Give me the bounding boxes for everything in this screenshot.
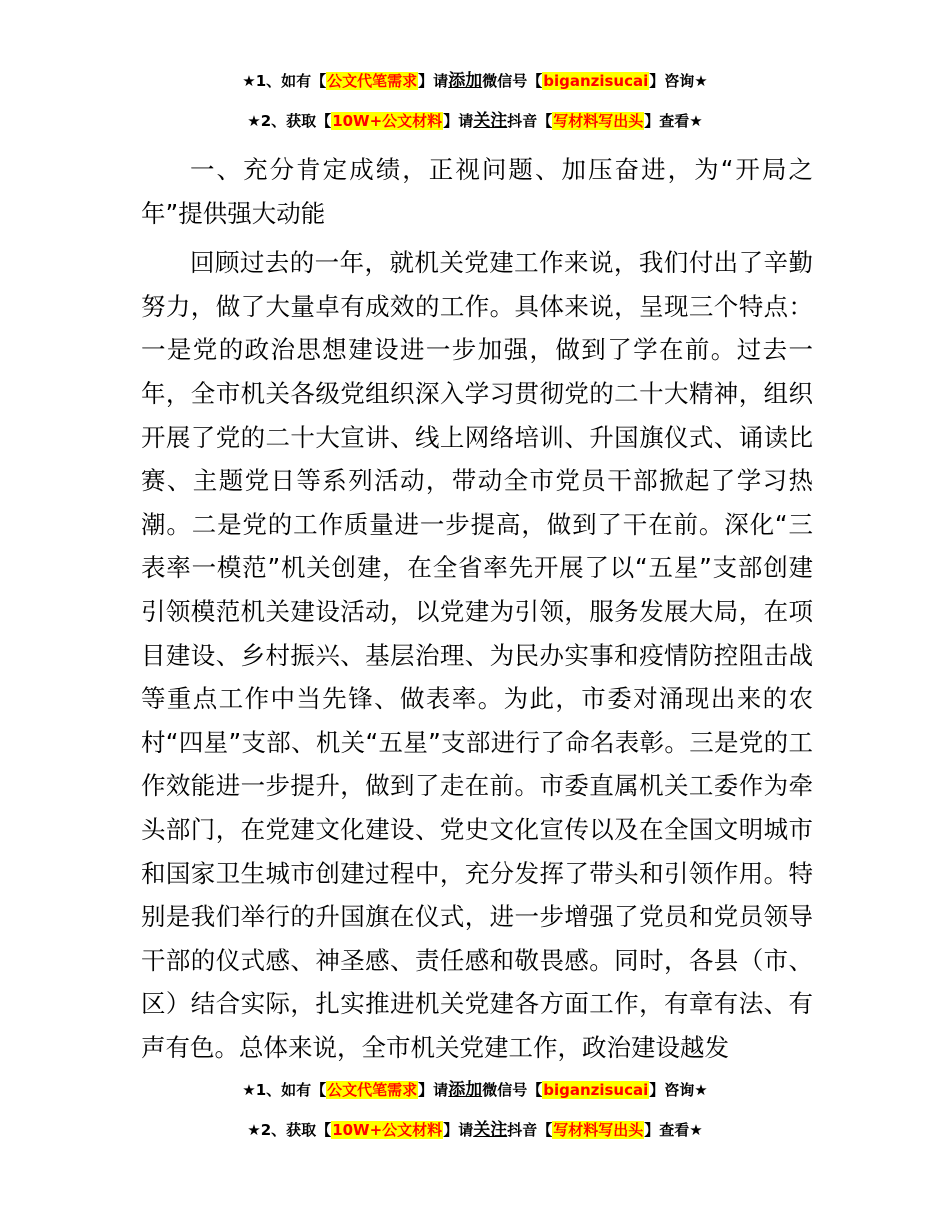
- banner-text: ★1、如有【: [242, 72, 327, 90]
- banner-text: 】咨询★: [649, 1081, 708, 1099]
- banner-text: 】请: [443, 112, 474, 130]
- section-heading: 一、充分肯定成绩，正视问题、加压奋进，为“开局之年”提供强大动能: [141, 155, 813, 228]
- body-paragraph: 回顾过去的一年，就机关党建工作来说，我们付出了辛勤努力，做了大量卓有成效的工作。具体来说，呈现三个特点：一是党的政治思想建设进一步加强，做到了学在前。过去一年，全市机关各级党组织深入学习贯彻党的二十大精神，组织开展了党的二十大宣讲、线上网络培训、升国旗仪式、诵读比赛、主题党日等系列活动，带动全市党员干部掀起了学习热潮。二是党的工作质量进一步提高，做到了干在前。深化“三表率一模范”机关创建，在全省率先开展了以“五星”支部创建引领模范机关建设活动，以党建为引领，服务发展大局，在项目建设、乡村振兴、基层治理、为民办实事和疫情防控阻击战等重点工作中当先锋、做表率。为此，市委对涌现出来的农村“四星”支部、机关“五星”支部进行了命名表彰。三是党的工作效能进一步提升，做到了走在前。市委直属机关工委作为牵头部门，在党建文化建设、党史文化宣传以及在全国文明城市和国家卫生城市创建过程中，充分发挥了带头和引领作用。特别是我们举行的升国旗在仪式，进一步增强了党员和党员领导干部的仪式感、神圣感、责任感和敬畏感。同时，各县（市、区）结合实际，扎实推进机关党建各方面工作，有章有法、有声有色。总体来说，全市机关党建工作，政治建设越发: [141, 248, 813, 1062]
- banner-text: ★1、如有【: [242, 1081, 327, 1099]
- top-banner-line-2: [0, 106, 950, 131]
- banner-text: 】请: [418, 1081, 449, 1099]
- document-body: [141, 148, 813, 1069]
- bottom-banner-line-1: [0, 1075, 950, 1100]
- banner-text: 】请: [443, 1121, 474, 1139]
- bottom-banner-line-2: [0, 1115, 950, 1140]
- banner-underlined: 关注: [473, 111, 508, 131]
- banner-text: 微信号【: [482, 72, 543, 90]
- top-banner-line-1: [0, 66, 950, 91]
- banner-highlight-douyin: 写材料写出头: [553, 1121, 644, 1139]
- banner-highlight: 10W+公文材料: [332, 112, 443, 130]
- banner-text: 】请: [418, 72, 449, 90]
- banner-underlined: 添加: [448, 71, 483, 91]
- banner-text: 微信号【: [482, 1081, 543, 1099]
- banner-underlined: 关注: [473, 1120, 508, 1140]
- banner-text: ★2、获取【: [247, 112, 332, 130]
- banner-text: 抖音【: [507, 1121, 553, 1139]
- banner-highlight-wechat: biganzisucai: [543, 1081, 649, 1099]
- banner-highlight-wechat: biganzisucai: [543, 72, 649, 90]
- banner-text: 】查看★: [644, 112, 703, 130]
- banner-text: 】咨询★: [649, 72, 708, 90]
- banner-highlight: 公文代笔需求: [327, 1081, 418, 1099]
- banner-text: 】查看★: [644, 1121, 703, 1139]
- banner-text: 抖音【: [507, 112, 553, 130]
- banner-text: ★2、获取【: [247, 1121, 332, 1139]
- banner-highlight-douyin: 写材料写出头: [553, 112, 644, 130]
- banner-underlined: 添加: [448, 1080, 483, 1100]
- banner-highlight: 10W+公文材料: [332, 1121, 443, 1139]
- banner-highlight: 公文代笔需求: [327, 72, 418, 90]
